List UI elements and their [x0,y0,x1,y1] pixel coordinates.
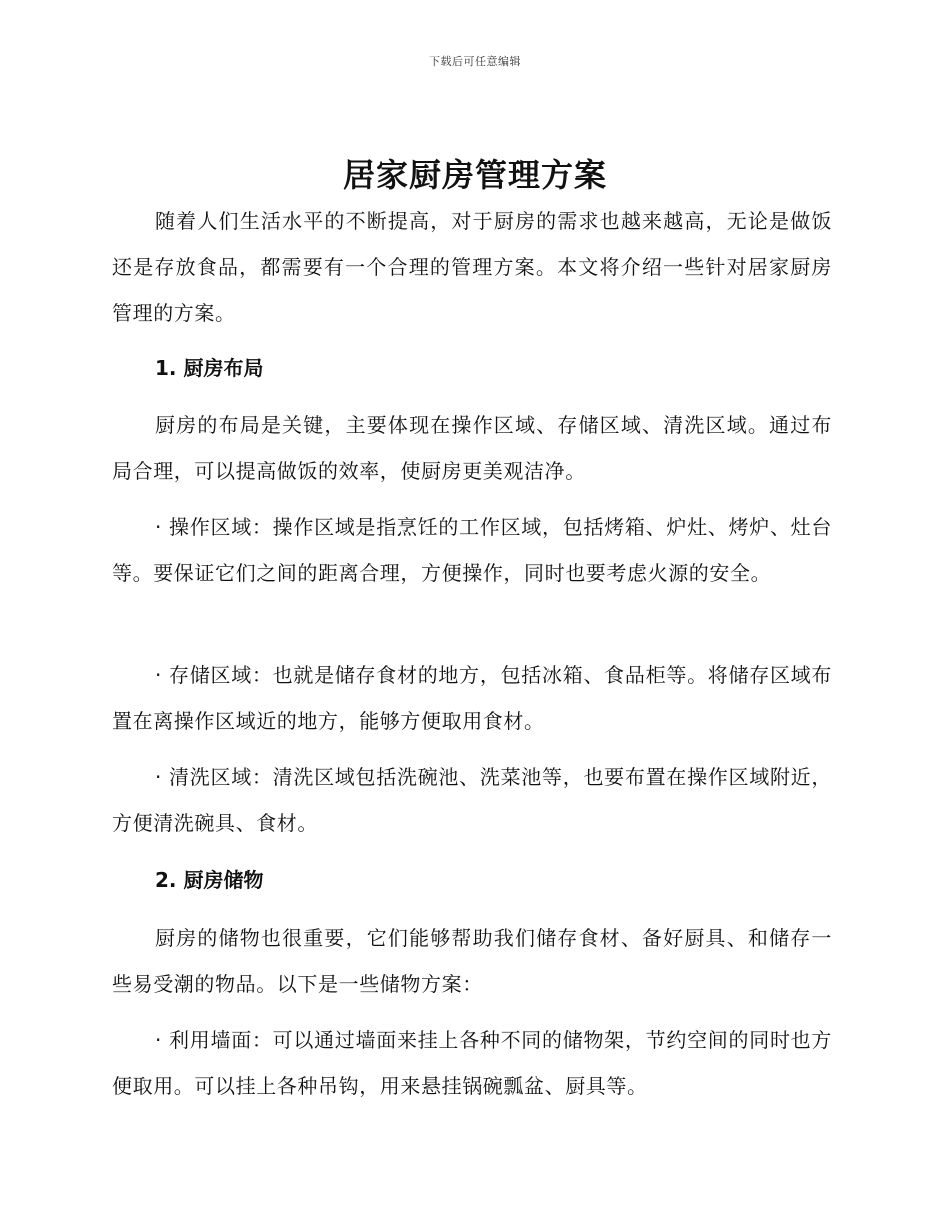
section-heading-storage: 2. 厨房储物 [155,868,264,892]
intro-paragraph: 随着人们生活水平的不断提高，对于厨房的需求也越来越高，无论是做饭还是存放食品，都需要有一个合理的管理方案。本文将介绍一些针对居家厨房管理的方案。 [112,209,832,325]
header-note: 下载后可任意编辑 [429,55,521,68]
storage-paragraph: 厨房的储物也很重要，它们能够帮助我们储存食材、备好厨具、和储存一些易受潮的物品。以下是一些储物方案： [112,926,832,996]
bullet-operation-area: · 操作区域：操作区域是指烹饪的工作区域，包括烤箱、炉灶、烤炉、灶台等。要保证它们之间的距离合理，方便操作，同时也要考虑火源的安全。 [112,515,832,585]
bullet-use-walls: · 利用墙面：可以通过墙面来挂上各种不同的储物架，节约空间的同时也方便取用。可以挂上各种吊钩，用来悬挂锅碗瓢盆、厨具等。 [112,1028,832,1098]
bullet-washing-area: · 清洗区域：清洗区域包括洗碗池、洗菜池等，也要布置在操作区域附近，方便清洗碗具、食材。 [112,765,832,835]
section-heading-layout: 1. 厨房布局 [155,356,264,380]
layout-paragraph: 厨房的布局是关键，主要体现在操作区域、存储区域、清洗区域。通过布局合理，可以提高做饭的效率，使厨房更美观洁净。 [112,413,832,483]
document-title: 居家厨房管理方案 [342,156,607,194]
bullet-storage-area: · 存储区域：也就是储存食材的地方，包括冰箱、食品柜等。将储存区域布置在离操作区域近的地方，能够方便取用食材。 [112,663,832,733]
